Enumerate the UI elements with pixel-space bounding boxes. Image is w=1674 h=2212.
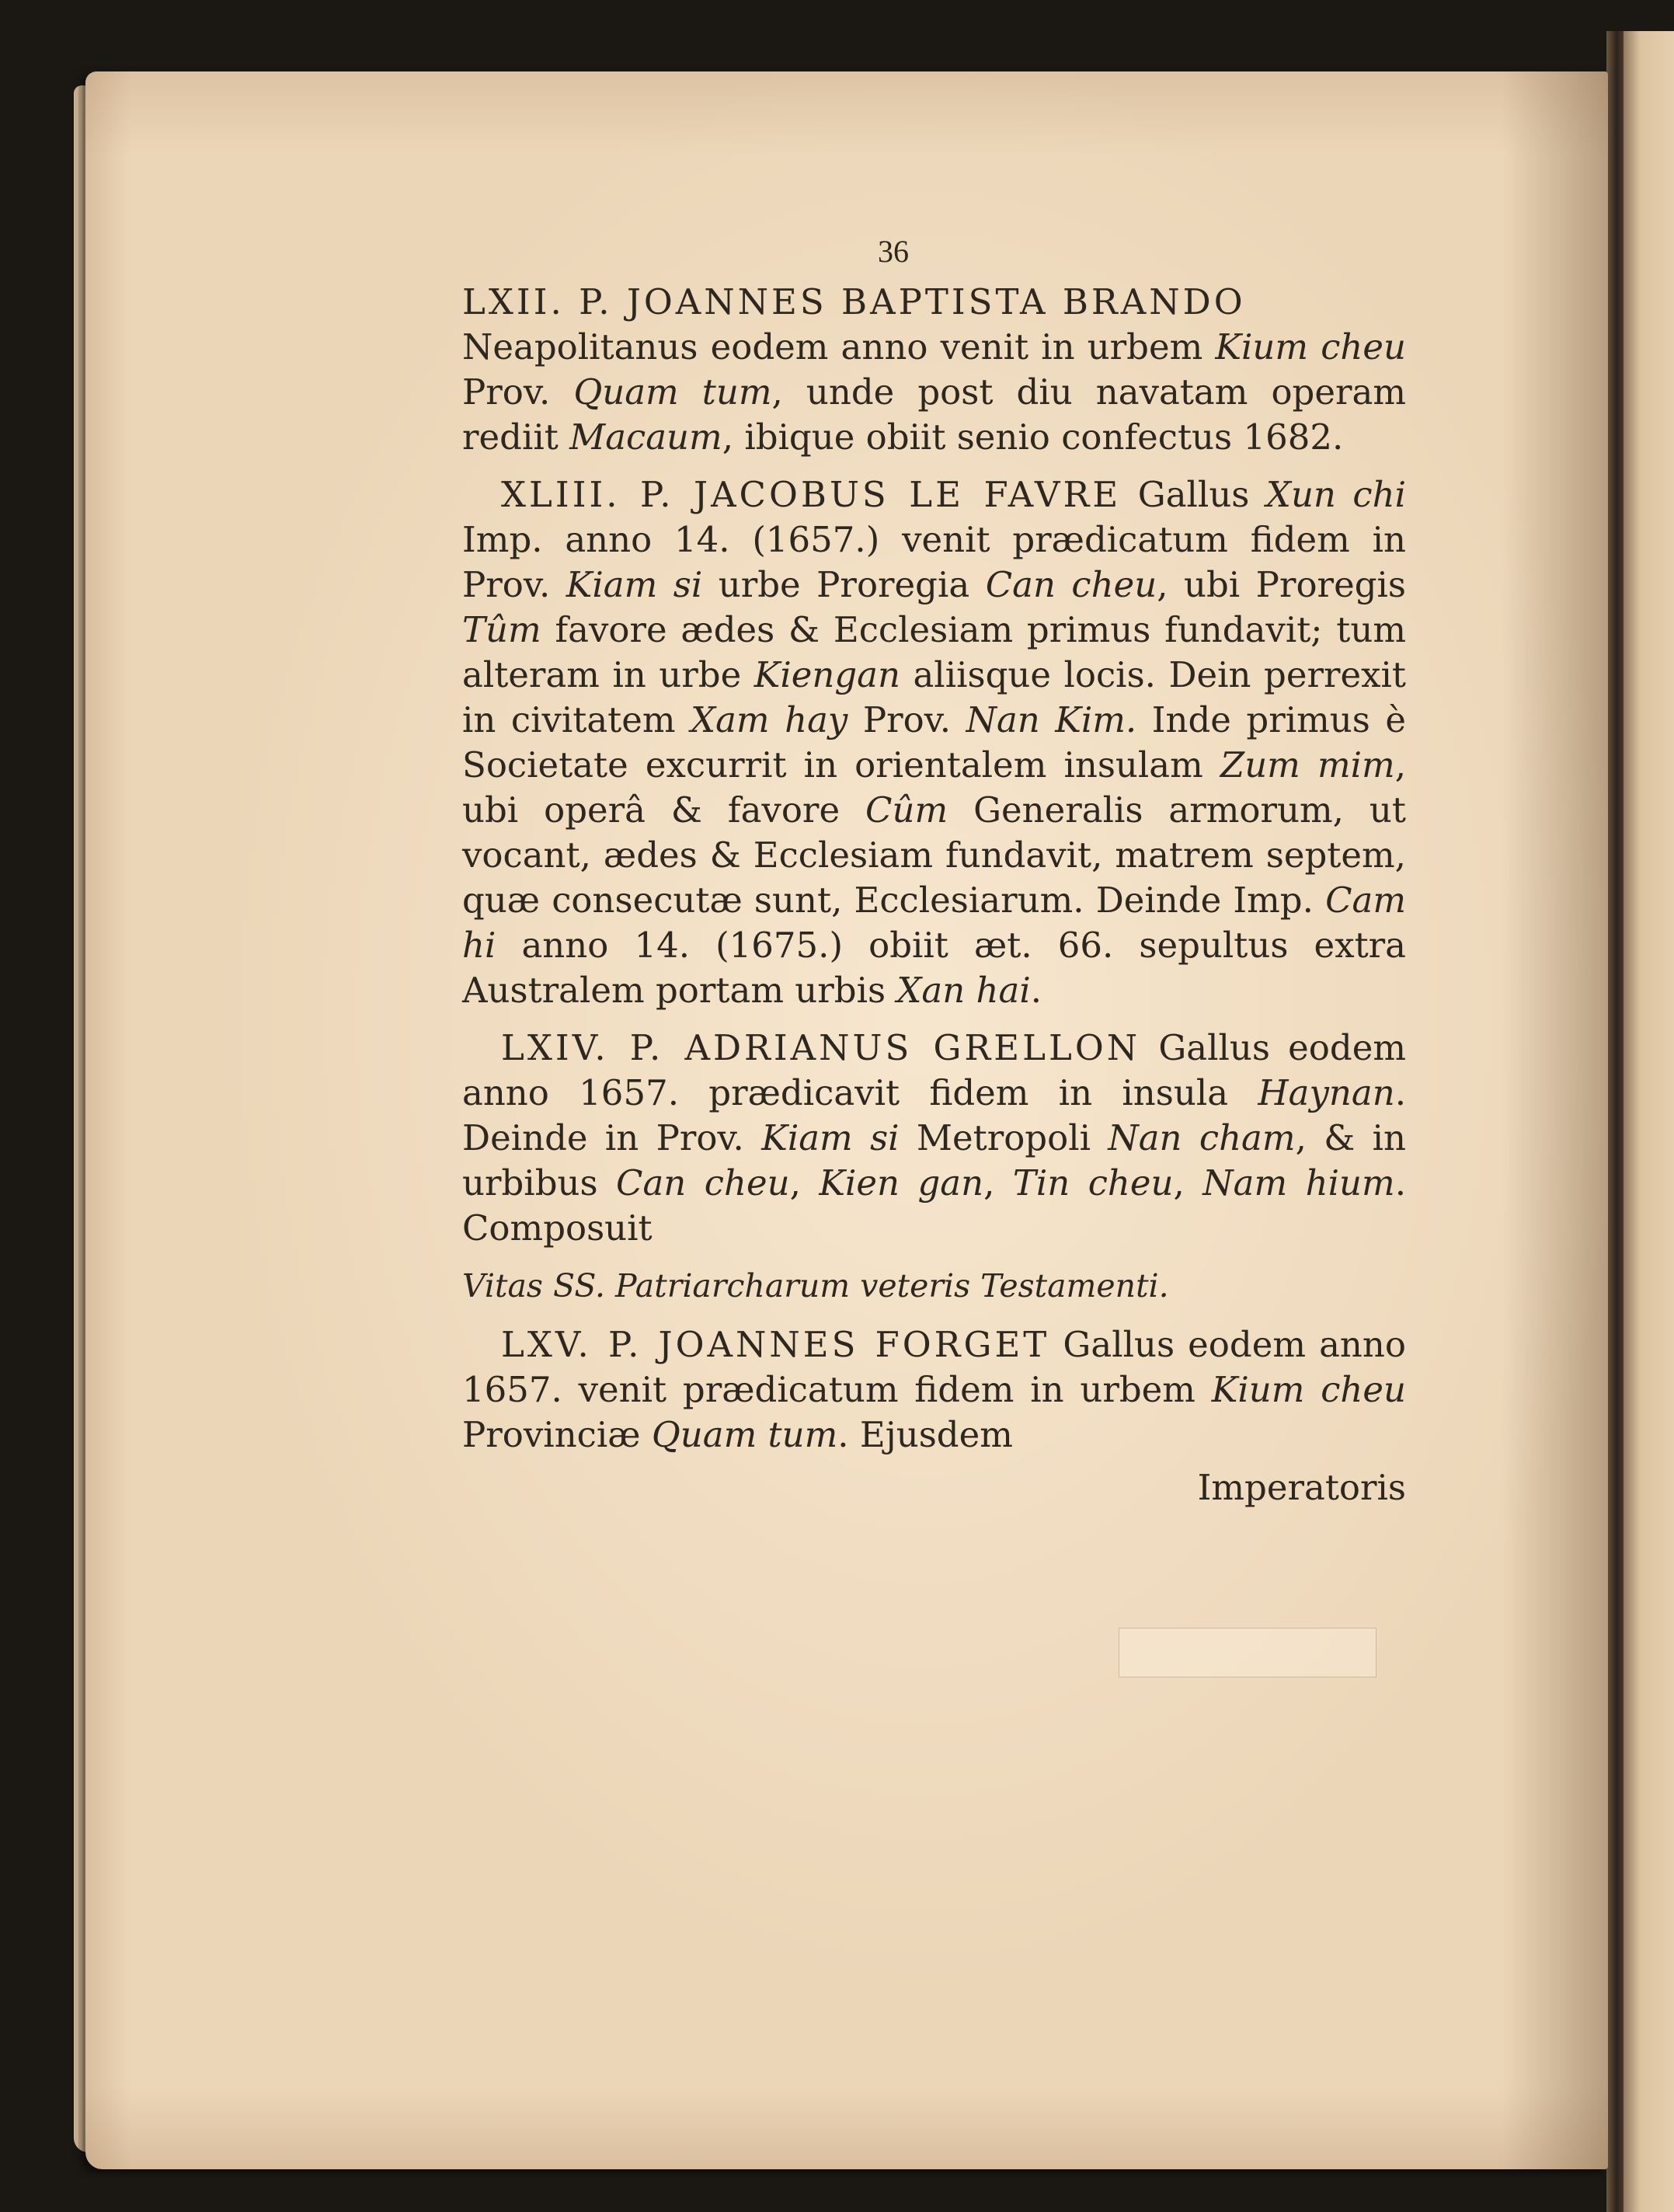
entry-text: Inde primus è Societate excurrit in orientalem insulam	[462, 699, 1406, 786]
page-number: 36	[878, 234, 909, 269]
next-page-edge	[1622, 31, 1674, 2212]
place-name: Xan hai	[896, 970, 1031, 1011]
place-name: Tin cheu	[1012, 1162, 1174, 1204]
entry-heading: XLIII. P. JACOBUS LE FAVRE	[501, 474, 1122, 515]
entry-text: Gallus eodem anno 1657. venit prædicatum fidem in urbem	[462, 1324, 1406, 1410]
entry-heading: LXII. P. JOANNES BAPTISTA BRANDO	[462, 281, 1246, 322]
person-name: Tûm	[462, 609, 541, 650]
entry-text: favore ædes & Ecclesiam primus fundavit; tum alteram in urbe	[462, 609, 1406, 695]
entry-lxv	[462, 1322, 1406, 1458]
person-name: Cûm	[865, 789, 948, 831]
entry-text: urbe Proregia	[702, 564, 986, 605]
entry-heading: LXIV. P. ADRIANUS GRELLON	[501, 1027, 1141, 1068]
place-name: Quam tum	[573, 371, 772, 413]
entry-text: ,	[1173, 1162, 1203, 1204]
entry-text: Gallus eodem anno 1657. prædicavit fidem in insula	[462, 1027, 1406, 1113]
entry-text: Imp. anno 14. (1657.) venit prædicatum fidem in Prov.	[462, 519, 1406, 605]
entry-text: Generalis armorum, ut vocant, ædes & Ecclesiam fundavit, matrem septem, quæ consecutæ sunt, Ecclesiarum. Deinde Imp.	[462, 789, 1406, 921]
place-name: Can cheu	[985, 564, 1157, 605]
entry-text: , ibique obiit senio confectus 1682.	[722, 416, 1344, 458]
entry-text: Prov.	[847, 699, 966, 740]
place-name: Nan cham	[1108, 1117, 1296, 1158]
entry-text: Gallus	[1121, 474, 1266, 515]
book-gutter	[1606, 31, 1624, 2212]
place-name: Kium cheu	[1211, 1369, 1406, 1410]
place-name: Kiam si	[761, 1117, 900, 1158]
place-name: Xam hay	[691, 699, 848, 740]
pasted-name-slip	[1119, 1628, 1376, 1677]
entry-text: , ubi Proregis	[1157, 564, 1406, 605]
entry-text: , ubi operâ & favore	[462, 744, 1406, 831]
place-name: Nam hium	[1202, 1162, 1395, 1204]
entry-text: Metropoli	[899, 1117, 1108, 1158]
place-name: Can cheu	[616, 1162, 790, 1204]
place-name: Kien gan	[819, 1162, 984, 1204]
catchword: Imperatoris	[1197, 1467, 1406, 1508]
entry-lxiv	[462, 1026, 1406, 1251]
page-text	[462, 280, 1406, 1510]
emperor-name: Cam hi	[462, 880, 1406, 966]
entry-lxii	[462, 280, 1406, 460]
entry-text: , & in urbibus	[462, 1117, 1406, 1204]
entry-text: Neapolitanus eodem anno venit in urbem	[462, 326, 1216, 368]
place-name: Quam tum	[651, 1414, 838, 1455]
place-name: Kiam si	[566, 564, 703, 605]
entry-heading: LXV. P. JOANNES FORGET	[501, 1324, 1050, 1365]
entry-text: ,	[789, 1162, 820, 1204]
entry-text: Prov.	[462, 371, 574, 413]
place-name: Nan Kim.	[966, 699, 1137, 740]
place-name: Zum mim	[1220, 744, 1395, 786]
book-citation: Vitas SS. Patriarcharum veteris Testamenti.	[462, 1267, 1169, 1305]
entry-text: .	[1030, 970, 1042, 1011]
place-name: Kium cheu	[1215, 326, 1407, 368]
entry-text: . Ejusdem	[837, 1414, 1013, 1455]
emperor-name: Xun chi	[1265, 474, 1406, 515]
entry-text: . Composuit	[462, 1162, 1406, 1249]
place-name: Haynan	[1258, 1072, 1395, 1113]
entry-text: Provinciæ	[462, 1414, 652, 1455]
entry-text: . Deinde in Prov.	[462, 1072, 1406, 1158]
entry-text: anno 14. (1675.) obiit æt. 66. sepultus extra Australem portam urbis	[462, 925, 1406, 1011]
place-name: Kiengan	[753, 654, 900, 695]
entry-text: aliisque locis. Dein perrexit in civitatem	[462, 654, 1406, 740]
entry-text: ,	[983, 1162, 1013, 1204]
place-name: Macaum	[569, 416, 722, 458]
entry-xliii	[462, 472, 1406, 1013]
entry-text: , unde post diu navatam operam rediit	[462, 371, 1407, 458]
